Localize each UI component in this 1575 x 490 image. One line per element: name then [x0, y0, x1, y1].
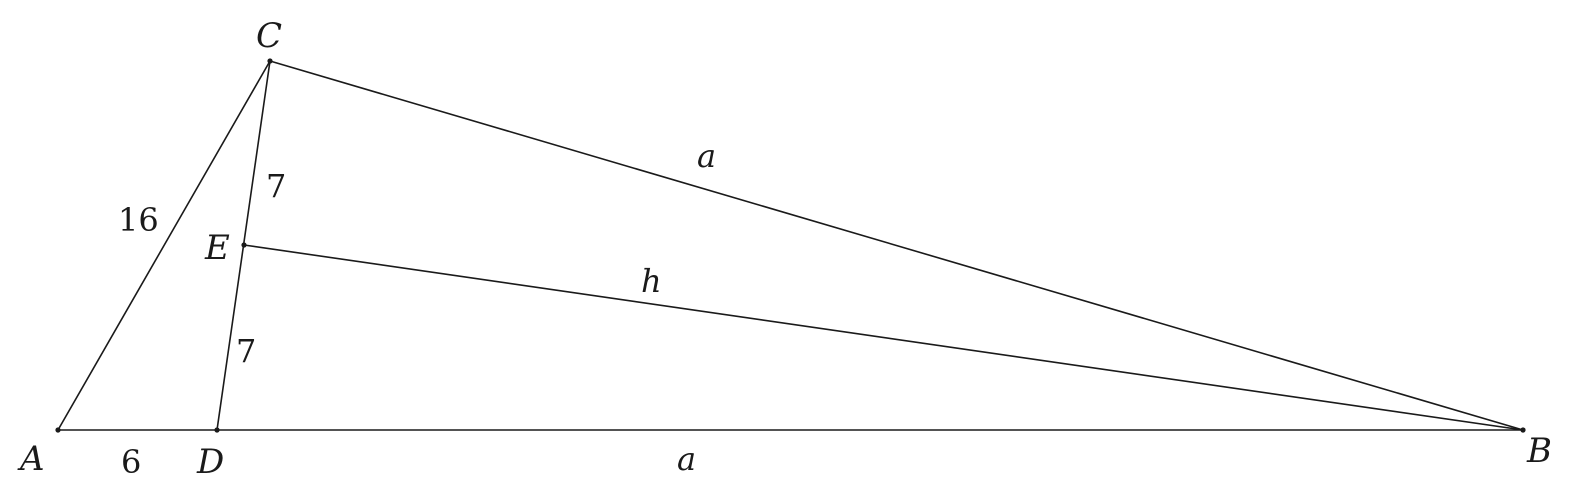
label-point-a: A: [20, 439, 45, 479]
label-length-ac: 16: [118, 201, 159, 239]
label-length-cb: a: [697, 137, 717, 175]
label-point-d: D: [197, 442, 225, 482]
label-point-e: E: [205, 228, 230, 268]
label-point-b: B: [1527, 431, 1552, 471]
point-a-dot: [55, 427, 60, 432]
label-length-db: a: [677, 440, 697, 478]
label-length-eb: h: [641, 262, 662, 300]
point-c-dot: [267, 58, 272, 63]
point-e-dot: [241, 242, 246, 247]
point-d-dot: [214, 427, 219, 432]
point-b-dot: [1520, 427, 1525, 432]
label-length-ed: 7: [236, 332, 257, 370]
label-length-ad: 6: [121, 443, 142, 481]
label-length-ce: 7: [266, 167, 287, 205]
segment-cb: [270, 61, 1523, 430]
label-point-c: C: [256, 16, 283, 56]
segment-eb: [244, 245, 1523, 430]
segment-ac: [58, 61, 270, 430]
